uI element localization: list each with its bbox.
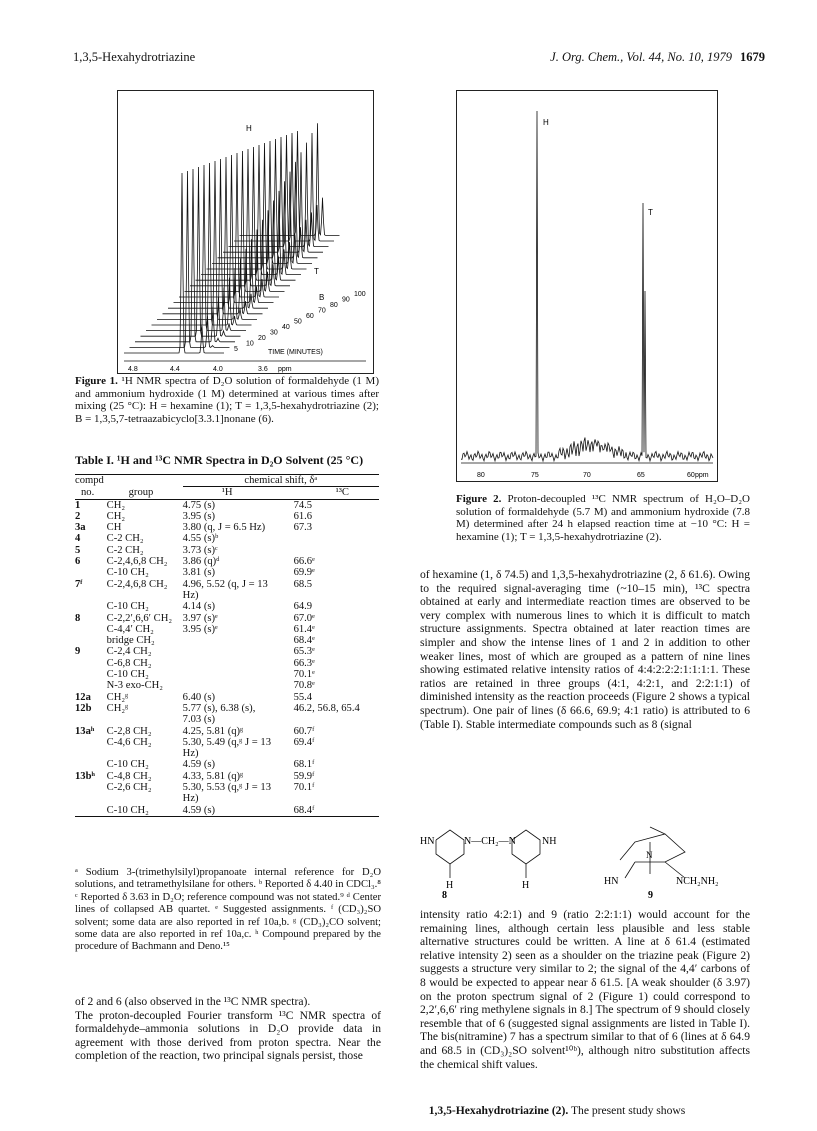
- ppm-axis-label: ppm: [278, 366, 292, 373]
- table-row: [75, 567, 379, 578]
- cell-no: 9: [75, 646, 81, 658]
- table-row: [75, 545, 379, 556]
- ppm-tick-label: 65: [637, 472, 645, 479]
- figure-1-spectra: [118, 91, 373, 373]
- cell-c: 69.4ᶠ: [293, 736, 315, 748]
- s9-hn: HN: [604, 876, 619, 887]
- cell-group: CH₂ᵍ: [106, 702, 129, 714]
- cell-c: 65.3ᵉ: [293, 646, 315, 658]
- cell-no: 4: [75, 533, 81, 545]
- table-row: [75, 556, 379, 567]
- cell-c: 60.7ᶠ: [293, 725, 315, 737]
- ppm-tick-label: 75: [531, 472, 539, 479]
- cell-c: 67.3: [293, 522, 313, 534]
- cell-h: 3.81 (s): [182, 567, 216, 579]
- cell-h: 6.40 (s): [182, 691, 216, 703]
- cell-c: 69.9ᵉ: [293, 567, 315, 579]
- s8-hn: HN: [420, 836, 435, 847]
- cell-no: [75, 567, 107, 578]
- cell-group: C-4,4′ CH₂: [106, 623, 154, 635]
- cell-h: 3.73 (s)ᶜ: [182, 544, 218, 556]
- table-row: [75, 635, 379, 646]
- cell-group: CH₂: [106, 499, 126, 511]
- cell-h: 5.30, 5.53 (q,ᵍ J = 13 Hz): [182, 782, 271, 805]
- cell-group: C-2,8 CH₂: [106, 725, 152, 737]
- table-row: [75, 624, 379, 635]
- structures-8-9: [420, 822, 750, 904]
- body-text-right-2: intensity ratio 4:2:1) and 9 (ratio 2:2:1:1) would account for the remaining lines, although certain less plausible and less stable alternative structures could be written. A line at δ 61.4 (estimated relative intensity 2) seen as a shoulder on the triazine peak (Figure 2) suggests a structure very similar to 2; the signal of the 4,4′ carbons of 8 would be expected to appear near δ 61.5. [A weak shoulder (δ 3.97) on the proton spectrum signal of 2 (Figure 1) could correspond to 2,2′,6,6′ ring methylene signals in 8.] The spectrum of 9 should closely resemble that of 6 (suggested signal assignments are listed in Table I). The bis(nitramine) 7 has a spectrum similar to that of 6 (lines at δ 64.9 and 68.5 in (CD₃)₂SO solvent¹⁰ᵇ), although nitro substitution affects the chemical shift values.: [420, 908, 750, 1071]
- head-h: ¹H: [221, 487, 233, 499]
- table-row: [75, 522, 379, 533]
- cell-c: [272, 533, 379, 544]
- figure-1-caption-text: ¹H NMR spectra of D₂O solution of formaldehyde (1 M) and ammonium hydroxide (1 M) determined at various times after mixing (25 °C): H = hexamine (1); T = 1,3,5-hexahydrotriazine (2); B = 1,3,5,7-tetraazabicyclo[3.3.1]nonane (6).: [75, 375, 379, 425]
- cell-h: 3.80 (q, J = 6.5 Hz): [182, 522, 266, 534]
- time-tick-label: 100: [354, 291, 366, 298]
- time-tick-label: 10: [246, 340, 254, 348]
- peak-label-h: H: [543, 118, 549, 127]
- cell-group: C-2,6 CH₂: [106, 782, 152, 794]
- cell-h: 4.75 (s): [182, 499, 216, 511]
- cell-no: [75, 782, 107, 805]
- head-group: group: [128, 486, 154, 498]
- table-row: [75, 669, 379, 680]
- table-row: [75, 658, 379, 669]
- s8-h1: H: [446, 880, 454, 891]
- cell-no: 13bʰ: [75, 770, 95, 782]
- s8-h2: H: [522, 880, 530, 891]
- table-row: [75, 782, 379, 805]
- cell-no: 1: [75, 499, 81, 511]
- peak-label-b: B: [319, 293, 325, 302]
- cell-h: 4.25, 5.81 (q)ᵍ: [182, 725, 244, 737]
- cell-no: 6: [75, 556, 81, 568]
- cell-c: 61.6: [293, 510, 313, 522]
- cell-group: C-4,8 CH₂: [106, 770, 152, 782]
- cell-h: 3.97 (s)ᵉ: [182, 612, 218, 624]
- head-c: ¹³C: [335, 487, 349, 499]
- table-row: [75, 601, 379, 612]
- cell-c: 67.0ᵉ: [293, 612, 315, 624]
- page-number: 1679: [740, 50, 765, 64]
- cell-no: 7ᶠ: [75, 578, 83, 590]
- body-text-right-1: of hexamine (1, δ 74.5) and 1,3,5-hexahydrotriazine (2, δ 61.6). Owing to the required signal-averaging time (~10–15 min), ¹³C spectra obtained at early and intermediate reaction times are observed to be very complex with numerous lines to which it is difficult to match structure assignments. Spectra obtained at later reaction times are simpler and show the intense lines of 1 and 2 in addition to other weaker lines, most of which are grouped as a pattern of nine lines showing estimated relative intensity ratios of 4:4:2:2:2:1:1:1:1. These ratios are retained in three groups (4:1, 4:2:1, and 2:2:1:1) of diminished intensity as the reaction proceeds (Figure 2 shows a typical spectrum). One pair of lines (δ 66.6, 69.9; 4:1 ratio) is attributed to 6 (Table I). Stable intermediate compounds such as 8 (signal: [420, 568, 750, 731]
- table-row: [75, 692, 379, 703]
- cell-h: 5.77 (s), 6.38 (s), 7.03 (s): [182, 702, 256, 726]
- table-row: [75, 703, 379, 726]
- cell-group: C-2,4,6,8 CH₂: [106, 556, 168, 568]
- cell-h: 4.96, 5.52 (q, J = 13 Hz): [182, 578, 268, 601]
- table-row: [75, 759, 379, 770]
- cell-h: 3.95 (s): [182, 510, 216, 522]
- figure-2-caption-text: Proton-decoupled ¹³C NMR spectrum of H₂O–D₂O solution of formaldehyde (5.7 M) and ammonium hydroxide (7.8 M) determined after 24 h elapsed reaction time at −10 °C: H = hexamine (1); T = 1,3,5-hexahydrotriazine (2).: [456, 493, 750, 543]
- cell-group: C-10 CH₂: [106, 669, 149, 681]
- cell-c: 61.4ᵉ: [293, 623, 315, 635]
- peak-label-t: T: [648, 208, 653, 217]
- cell-c: 55.4: [293, 691, 313, 703]
- cage-9: [620, 834, 685, 862]
- head-shift: chemical shift, δᵃ: [183, 475, 379, 487]
- ppm-tick-label: 4.0: [213, 366, 223, 373]
- ppm-tick-label: 60: [687, 472, 695, 479]
- table-title: Table I. ¹H and ¹³C NMR Spectra in D₂O Solvent (25 °C): [75, 453, 364, 467]
- cell-group: bridge CH₂: [106, 635, 155, 647]
- cell-h: 3.95 (s)ᵉ: [182, 623, 218, 635]
- cell-c: 68.5: [293, 578, 313, 590]
- ppm-tick-label: 80: [477, 472, 485, 479]
- cell-no: 8: [75, 612, 81, 624]
- cell-no: [75, 658, 107, 669]
- cell-c: 68.4ᶠ: [293, 804, 315, 816]
- figure-2-caption-lead: Figure 2.: [456, 493, 502, 505]
- cell-group: C-2,2′,6,6′ CH₂: [106, 612, 173, 624]
- figure-2: [456, 90, 718, 482]
- cell-no: 3a: [75, 522, 86, 534]
- cell-no: [75, 635, 107, 646]
- ppm-tick-label: 4.4: [170, 366, 180, 373]
- cell-no: [75, 669, 107, 680]
- head-compd: compd: [75, 475, 104, 486]
- time-axis-label: TIME (MINUTES): [268, 349, 323, 356]
- cell-no: [75, 601, 107, 612]
- table-row: [75, 737, 379, 760]
- cell-c: 46.2, 56.8, 65.4: [293, 702, 360, 714]
- table-row: [75, 499, 379, 511]
- cell-group: C-10 CH₂: [106, 759, 149, 771]
- section-heading: 1,3,5-Hexahydrotriazine (2).: [428, 1104, 569, 1117]
- table-row: [75, 533, 379, 544]
- cell-h: [183, 680, 272, 691]
- label-8: 8: [442, 890, 447, 901]
- s8-bridge: N—CH₂—N: [464, 836, 516, 847]
- ppm-tick-label: 3.6: [258, 366, 268, 373]
- cell-no: [75, 805, 107, 817]
- cell-c: 59.9ᶠ: [293, 770, 315, 782]
- ppm-tick-label: 70: [583, 472, 591, 479]
- head-no: no.: [81, 486, 95, 498]
- peak-label-h: H: [246, 124, 252, 133]
- table-footnotes: ᵃ Sodium 3-(trimethylsilyl)propanoate internal reference for D₂O solutions, and tetramethylsilane for others. ᵇ Reported δ 4.40 in CDCl₃.⁸ ᶜ Reported δ 3.63 in D₂O; reference compound was not stated.⁹ ᵈ Center lines of collapsed AB quartet. ᵉ Suggested assignments. ᶠ (CD₃)₂SO solvent; some data are also reported in ref 10a,b. ᵍ (CD₃)₂CO solvent; some data are also reported in ref 10a,c. ʰ Compound prepared by the procedure of Bachmann and Deno.¹⁵: [75, 867, 381, 953]
- table-row: [75, 805, 379, 817]
- table-row: [75, 511, 379, 522]
- time-tick-label: 20: [258, 335, 266, 342]
- cell-h: 4.59 (s): [182, 804, 216, 816]
- cell-group: C-4,6 CH₂: [106, 736, 152, 748]
- figure-1-caption: [75, 375, 379, 425]
- figure-2-caption: [456, 493, 750, 543]
- section-text: The present study shows: [568, 1104, 686, 1117]
- figure-2-spectrum: [457, 91, 717, 481]
- table-row: [75, 771, 379, 782]
- nmr-table: [75, 474, 379, 817]
- cell-h: [183, 646, 272, 657]
- cell-no: 13aʰ: [75, 725, 95, 737]
- cell-no: [75, 680, 107, 691]
- cell-group: N-3 exo-CH₂: [106, 680, 163, 692]
- cell-group: C-6,8 CH₂: [106, 657, 152, 669]
- cell-no: [75, 737, 107, 760]
- running-header-right: [550, 50, 765, 65]
- body-text-right-3: [420, 1104, 750, 1118]
- time-tick-label: 5: [234, 346, 238, 353]
- ppm-axis-label: ppm: [695, 472, 709, 479]
- cell-no: 12b: [75, 702, 92, 714]
- ring-8-right: [512, 830, 540, 864]
- peak-label-t: T: [314, 267, 319, 276]
- cell-no: 5: [75, 544, 81, 556]
- cell-c: 70.1ᵉ: [293, 669, 315, 681]
- cell-h: 5.30, 5.49 (q,ᵍ J = 13 Hz): [182, 736, 271, 760]
- s9-nch2nh2: NCH₂NH₂: [676, 876, 719, 887]
- cell-h: [183, 635, 272, 646]
- cell-group: CH₂ᵍ: [106, 691, 129, 703]
- cell-c: 64.9: [293, 601, 313, 613]
- cell-group: CH: [106, 522, 122, 534]
- time-tick-label: 80: [330, 302, 338, 309]
- label-9: 9: [648, 890, 653, 901]
- time-tick-label: 90: [342, 296, 350, 304]
- cell-h: [183, 658, 272, 669]
- time-tick-label: 40: [282, 324, 290, 331]
- time-tick-label: 50: [294, 318, 302, 326]
- s8-nh: NH: [542, 836, 557, 847]
- cell-h: [183, 669, 272, 680]
- cell-h: 4.59 (s): [182, 759, 216, 771]
- cell-h: 4.33, 5.81 (q)ᵍ: [182, 770, 244, 782]
- cell-c: 74.5: [293, 499, 313, 511]
- cell-group: C-2 CH₂: [106, 544, 144, 556]
- time-tick-label: 60: [306, 313, 314, 320]
- cell-c: [272, 545, 379, 556]
- cell-c: 68.1ᶠ: [293, 759, 315, 771]
- table-row: [75, 680, 379, 691]
- table-row: [75, 613, 379, 624]
- cell-group: C-2,4 CH₂: [106, 646, 152, 658]
- cell-no: [75, 759, 107, 770]
- cell-no: 2: [75, 510, 81, 522]
- cell-h: 4.14 (s): [182, 601, 216, 613]
- body-text-left: of 2 and 6 (also observed in the ¹³C NMR spectra). The proton-decoupled Fourier transform ¹³C NMR spectra of formaldehyde–ammonia solutions in D₂O provide data in agreement with those derived from proton spectra. Near the completion of the reaction, two principal signals persist, those: [75, 995, 381, 1063]
- cell-c: 66.3ᵉ: [293, 657, 315, 669]
- cell-group: C-10 CH₂: [106, 601, 149, 613]
- cell-h: 3.86 (q)ᵈ: [182, 556, 220, 568]
- time-tick-label: 30: [270, 329, 278, 337]
- running-header-left: 1,3,5-Hexahydrotriazine: [73, 50, 196, 64]
- cell-group: CH₂: [106, 510, 126, 522]
- journal-citation: J. Org. Chem., Vol. 44, No. 10, 1979: [550, 50, 732, 64]
- cell-h: 4.55 (s)ᵇ: [182, 533, 219, 545]
- structure-drawings: [420, 822, 750, 904]
- cell-c: 66.6ᵉ: [293, 556, 315, 568]
- ring-8-left: [436, 830, 464, 864]
- cell-c: 68.4ᵉ: [293, 635, 315, 647]
- cell-group: C-10 CH₂: [106, 804, 149, 816]
- table-row: [75, 726, 379, 737]
- ppm-tick-label: 4.8: [128, 366, 138, 373]
- cell-group: C-2,4,6,8 CH₂: [106, 578, 168, 590]
- cell-group: C-2 CH₂: [106, 533, 144, 545]
- cell-no: [75, 624, 107, 635]
- cell-no: 12a: [75, 691, 91, 703]
- table-row: [75, 579, 379, 602]
- figure-1-caption-lead: Figure 1.: [75, 375, 118, 387]
- cell-c: 70.1ᶠ: [293, 782, 315, 794]
- cell-group: C-10 CH₂: [106, 567, 149, 579]
- table-row: [75, 646, 379, 657]
- s9-n: N: [646, 850, 653, 860]
- figure-1: [117, 90, 374, 374]
- cell-c: 70.8ᵉ: [293, 680, 315, 692]
- time-tick-label: 70: [318, 307, 326, 315]
